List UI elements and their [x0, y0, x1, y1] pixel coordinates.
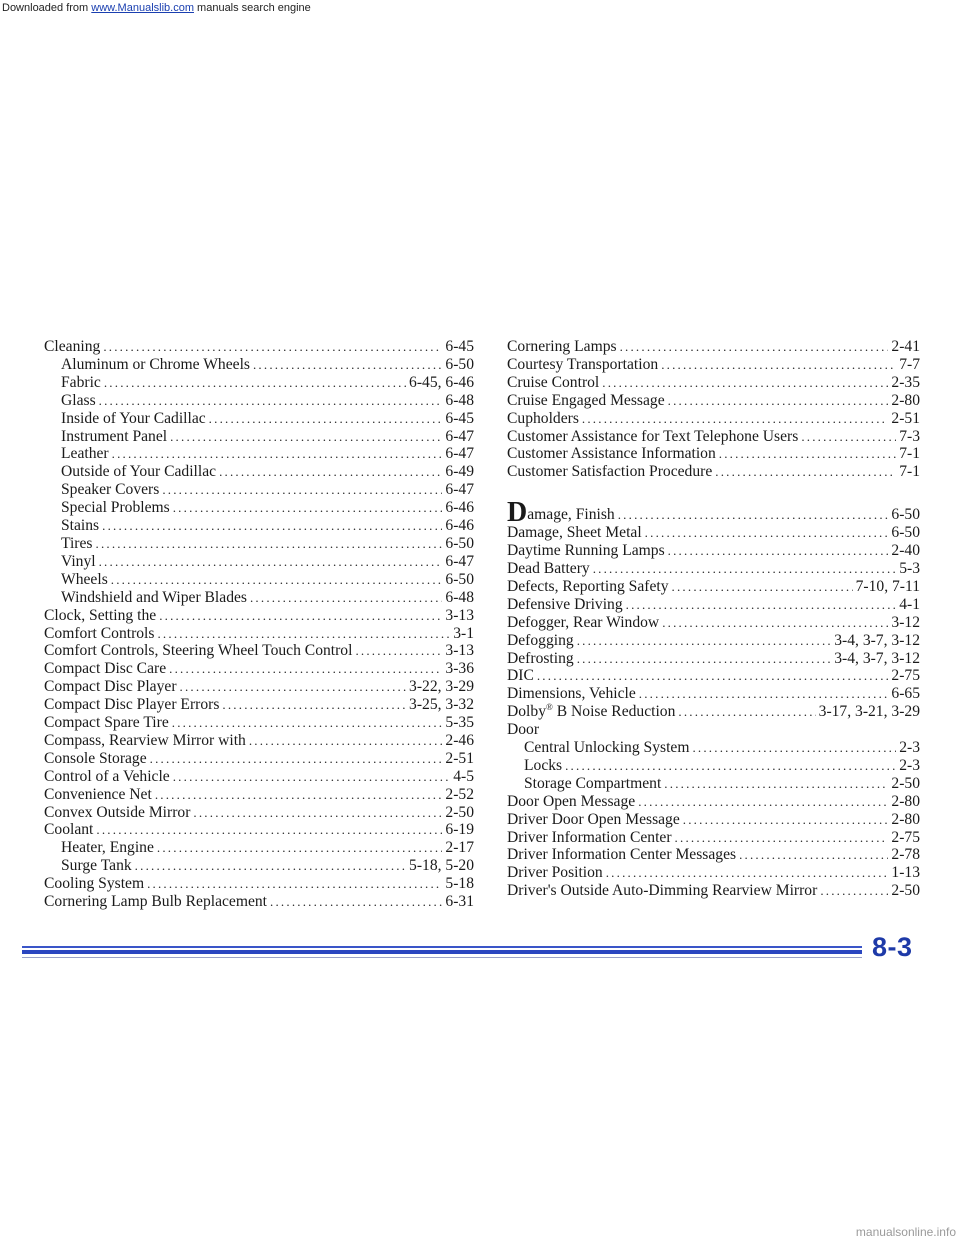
index-term: Special Problems	[61, 499, 170, 517]
index-entry	[507, 882, 920, 900]
index-pages: 6-45, 6-46	[409, 373, 474, 391]
index-pages: 6-49	[445, 463, 474, 481]
dot-leader	[662, 614, 888, 632]
dot-leader	[250, 589, 442, 607]
banner-suffix: manuals search engine	[197, 2, 311, 14]
dot-leader	[683, 811, 889, 829]
index-pages: 5-3	[899, 559, 920, 577]
index-entry	[507, 578, 920, 596]
index-entry	[507, 524, 920, 542]
index-pages: 6-47	[445, 427, 474, 445]
index-term: Compact Disc Care	[44, 660, 167, 678]
dot-leader	[155, 786, 443, 804]
index-term: Cornering Lamps	[507, 338, 617, 355]
dot-leader	[173, 499, 443, 517]
index-pages: 6-50	[891, 506, 920, 524]
index-pages: 6-50	[445, 534, 474, 552]
dot-leader	[103, 338, 442, 356]
index-entry	[507, 685, 920, 703]
index-subentry	[44, 481, 474, 499]
index-entry	[507, 596, 920, 614]
index-entry	[507, 463, 920, 481]
index-term: Cupholders	[507, 409, 579, 427]
index-term: Coolant	[44, 821, 94, 839]
dot-leader	[664, 775, 888, 793]
index-entry	[507, 428, 920, 446]
dot-leader	[159, 607, 442, 625]
dot-leader	[249, 732, 443, 750]
index-pages: 2-35	[891, 373, 920, 391]
index-entry	[44, 786, 474, 804]
index-entry	[44, 642, 474, 660]
dot-leader	[253, 356, 442, 374]
index-term: Cruise Control	[507, 373, 600, 391]
index-pages: 2-52	[445, 785, 474, 803]
index-pages: 2-75	[891, 828, 920, 846]
dot-leader	[719, 445, 896, 463]
dot-leader	[668, 542, 889, 560]
dot-leader	[639, 685, 889, 703]
dot-leader	[270, 893, 442, 911]
index-pages: 2-80	[891, 391, 920, 409]
dot-leader	[209, 410, 443, 428]
index-term: Courtesy Transportation	[507, 355, 659, 373]
index-entry	[44, 678, 474, 696]
index-term: Control of a Vehicle	[44, 767, 170, 785]
index-group-d	[507, 524, 920, 703]
index-subentry	[44, 463, 474, 481]
index-pages: 6-46	[445, 517, 474, 535]
index-entry	[44, 893, 474, 911]
index-term: DIC	[507, 667, 534, 685]
dot-leader	[135, 857, 406, 875]
index-entry	[44, 768, 474, 786]
group-gap	[507, 481, 920, 504]
index-entry	[507, 721, 920, 739]
index-pages: 6-47	[445, 481, 474, 499]
dot-leader	[170, 428, 442, 446]
dot-leader	[180, 678, 407, 696]
dot-leader	[602, 374, 888, 392]
drop-initial: D	[507, 497, 528, 529]
index-term: Customer Assistance Information	[507, 445, 716, 463]
index-pages: 3-17, 3-21, 3-29	[818, 703, 920, 721]
index-pages: 2-3	[899, 739, 920, 757]
index-term: Dead Battery	[507, 559, 590, 577]
index-subentry	[44, 410, 474, 428]
index-term: Central Unlocking System	[524, 739, 690, 757]
index-entry	[44, 804, 474, 822]
dot-leader	[626, 596, 897, 614]
dot-leader	[162, 481, 442, 499]
index-entry	[507, 445, 920, 463]
dot-leader	[620, 338, 889, 356]
index-pages: 7-7	[899, 355, 920, 373]
index-entry	[507, 811, 920, 829]
index-pages: 7-1	[899, 463, 920, 481]
index-term: Comfort Controls	[44, 624, 155, 642]
dot-leader	[111, 571, 443, 589]
index-term: Surge Tank	[61, 857, 132, 875]
footer-rule	[22, 946, 862, 960]
index-pages: 3-4, 3-7, 3-12	[834, 631, 920, 649]
index-pages: 2-78	[891, 846, 920, 864]
index-entry	[507, 829, 920, 847]
index-pages: 2-41	[891, 338, 920, 355]
index-term: Defogger, Rear Window	[507, 613, 660, 631]
index-entry	[44, 607, 474, 625]
index-pages: 6-47	[445, 552, 474, 570]
index-term: Dolby® B Noise Reduction	[507, 702, 676, 721]
index-pages: 3-22, 3-29	[409, 678, 474, 696]
index-pages: 6-47	[445, 445, 474, 463]
index-entry	[44, 660, 474, 678]
index-entry	[44, 732, 474, 750]
index-group-door	[507, 721, 920, 900]
index-term: Defects, Reporting Safety	[507, 577, 669, 595]
index-entry	[507, 793, 920, 811]
index-term: Console Storage	[44, 749, 147, 767]
index-entry	[44, 696, 474, 714]
index-entry	[507, 864, 920, 882]
index-pages: 2-80	[891, 792, 920, 810]
index-term: Stains	[61, 517, 100, 535]
index-entry	[507, 374, 920, 392]
dot-leader	[668, 392, 889, 410]
index-term: Driver Information Center Messages	[507, 846, 737, 864]
index-subentry	[507, 775, 920, 793]
index-pages: 7-10, 7-11	[855, 577, 920, 595]
dot-leader	[715, 463, 896, 481]
index-entry	[507, 650, 920, 668]
index-entry	[507, 846, 920, 864]
index-pages: 6-45	[445, 409, 474, 427]
index-pages: 7-1	[899, 445, 920, 463]
index-subentry	[44, 535, 474, 553]
index-entry	[44, 875, 474, 893]
banner-prefix: Downloaded from	[2, 2, 89, 14]
dot-leader	[645, 524, 889, 542]
index-term: Outside of Your Cadillac	[61, 463, 217, 481]
index-subentry	[44, 589, 474, 607]
index-pages: 6-45	[445, 338, 474, 355]
index-entry	[44, 750, 474, 768]
index-term: Tires	[61, 534, 93, 552]
manualslib-link[interactable]: www.Manualslib.com	[91, 2, 194, 14]
dot-leader	[618, 506, 889, 524]
dot-leader	[577, 632, 832, 650]
index-term: Compass, Rearview Mirror with	[44, 731, 246, 749]
dot-leader	[157, 625, 450, 643]
index-entry	[507, 356, 920, 374]
dot-leader	[169, 660, 442, 678]
index-term: Customer Satisfaction Procedure	[507, 463, 713, 481]
dot-leader	[582, 410, 889, 428]
dot-leader	[692, 739, 896, 757]
index-pages: 6-48	[445, 588, 474, 606]
index-term: Speaker Covers	[61, 481, 160, 499]
index-pages: 3-13	[445, 642, 474, 660]
index-pages: 4-1	[899, 595, 920, 613]
dot-leader	[219, 463, 442, 481]
index-entry	[507, 632, 920, 650]
index-subentry	[44, 374, 474, 392]
index-term: Door Open Message	[507, 792, 636, 810]
index-pages: 6-50	[445, 355, 474, 373]
index-term: Cruise Engaged Message	[507, 391, 665, 409]
index-pages: 5-18, 5-20	[409, 857, 474, 875]
index-term: Dimensions, Vehicle	[507, 685, 636, 703]
index-term: Locks	[524, 756, 563, 774]
index-pages: 2-46	[445, 731, 474, 749]
index-pages: 2-80	[891, 810, 920, 828]
index-pages: 6-50	[445, 570, 474, 588]
index-term: Vinyl	[61, 552, 96, 570]
dot-leader	[172, 714, 443, 732]
dot-leader	[739, 846, 888, 864]
index-term: Instrument Panel	[61, 427, 168, 445]
index-term: Inside of Your Cadillac	[61, 409, 206, 427]
index-term: Storage Compartment	[524, 774, 662, 792]
index-subentry	[44, 428, 474, 446]
footer-watermark: manualsonline.info	[855, 1225, 956, 1239]
index-pages: 2-51	[891, 409, 920, 427]
index-term: Comfort Controls, Steering Wheel Touch Control	[44, 642, 353, 660]
index-term: Convenience Net	[44, 785, 152, 803]
dot-leader	[672, 578, 853, 596]
dot-leader	[157, 839, 443, 857]
dot-leader	[99, 553, 443, 571]
index-subentry	[44, 553, 474, 571]
index-term: Damage, Finish	[507, 497, 615, 529]
index-entry	[507, 614, 920, 632]
index-term: Compact Spare Tire	[44, 714, 169, 732]
dot-leader	[102, 517, 442, 535]
download-banner	[0, 0, 960, 16]
index-term: Driver's Outside Auto-Dimming Rearview Mirror	[507, 882, 818, 900]
index-pages: 6-50	[891, 524, 920, 542]
index-pages: 3-1	[453, 624, 474, 642]
index-entry	[507, 560, 920, 578]
index-term: Compact Disc Player	[44, 678, 177, 696]
dot-leader	[801, 428, 896, 446]
index-entry	[507, 410, 920, 428]
index-term: Daytime Running Lamps	[507, 542, 665, 560]
index-entry	[507, 497, 920, 529]
rule-line-thin	[22, 946, 862, 948]
index-entry	[507, 703, 920, 721]
dot-leader	[96, 821, 442, 839]
index-column-left	[44, 338, 474, 911]
dot-leader	[678, 703, 815, 721]
dot-leader	[537, 667, 889, 685]
index-pages: 2-50	[891, 774, 920, 792]
index-term: Compact Disc Player Errors	[44, 696, 220, 714]
index-column-right	[507, 338, 920, 900]
index-entry	[507, 667, 920, 685]
dot-leader	[675, 829, 889, 847]
dot-leader	[565, 757, 896, 775]
index-term: Door	[507, 721, 540, 739]
index-pages: 3-4, 3-7, 3-12	[834, 649, 920, 667]
index-subentry	[44, 571, 474, 589]
index-pages: 4-5	[453, 767, 474, 785]
index-pages: 2-17	[445, 839, 474, 857]
index-pages: 1-13	[891, 864, 920, 882]
dot-leader	[577, 650, 832, 668]
index-pages: 3-36	[445, 660, 474, 678]
dot-leader	[355, 642, 442, 660]
index-term: Driver Information Center	[507, 828, 672, 846]
index-term: Cornering Lamp Bulb Replacement	[44, 893, 268, 911]
index-subentry	[44, 839, 474, 857]
index-entry	[507, 542, 920, 560]
dot-leader	[96, 535, 443, 553]
index-pages: 2-3	[899, 756, 920, 774]
dot-leader	[222, 696, 406, 714]
rule-line-thick	[22, 950, 862, 954]
index-subentry	[44, 392, 474, 410]
index-term: Damage, Sheet Metal	[507, 524, 642, 542]
index-entry	[507, 392, 920, 410]
index-term: Fabric	[61, 373, 101, 391]
index-term: Convex Outside Mirror	[44, 803, 191, 821]
index-pages: 5-18	[445, 875, 474, 893]
index-pages: 3-25, 3-32	[409, 696, 474, 714]
index-entry	[44, 625, 474, 643]
index-pages: 2-75	[891, 667, 920, 685]
index-term: Defogging	[507, 631, 574, 649]
index-term: Wheels	[61, 570, 108, 588]
dot-leader	[104, 374, 406, 392]
index-pages: 2-50	[445, 803, 474, 821]
index-pages: 6-31	[445, 893, 474, 911]
index-term: Leather	[61, 445, 109, 463]
rule-line-gray	[22, 957, 862, 958]
dot-leader	[147, 875, 442, 893]
index-pages: 2-50	[891, 882, 920, 900]
index-pages: 3-12	[891, 613, 920, 631]
index-term: Cooling System	[44, 875, 145, 893]
index-subentry	[44, 356, 474, 374]
index-term: Driver Door Open Message	[507, 810, 680, 828]
index-subentry	[44, 517, 474, 535]
dot-leader	[193, 804, 442, 822]
dot-leader	[150, 750, 443, 768]
index-entry	[44, 338, 474, 356]
index-term: Aluminum or Chrome Wheels	[61, 355, 250, 373]
index-term: Driver Position	[507, 864, 603, 882]
index-term: Cleaning	[44, 338, 101, 355]
index-group-c	[507, 338, 920, 481]
index-pages: 6-65	[891, 685, 920, 703]
index-subentry	[44, 499, 474, 517]
index-entry	[507, 338, 920, 356]
index-term: Customer Assistance for Text Telephone Users	[507, 427, 799, 445]
index-pages: 6-48	[445, 391, 474, 409]
index-subentry	[44, 857, 474, 875]
index-pages: 6-46	[445, 499, 474, 517]
index-pages: 2-40	[891, 542, 920, 560]
dot-leader	[112, 445, 443, 463]
index-pages: 3-13	[445, 606, 474, 624]
index-subentry	[507, 739, 920, 757]
dot-leader	[99, 392, 443, 410]
dot-leader	[593, 560, 897, 578]
index-term: Glass	[61, 391, 96, 409]
dot-leader	[606, 864, 889, 882]
index-pages: 5-35	[445, 714, 474, 732]
dot-leader	[173, 768, 450, 786]
index-term: Heater, Engine	[61, 839, 154, 857]
registered-mark: ®	[545, 702, 553, 713]
index-term: Clock, Setting the	[44, 606, 157, 624]
index-term: Defensive Driving	[507, 595, 623, 613]
index-pages: 6-19	[445, 821, 474, 839]
index-term: Defrosting	[507, 649, 574, 667]
index-subentry	[44, 445, 474, 463]
dot-leader	[661, 356, 896, 374]
dot-leader	[820, 882, 888, 900]
index-pages: 7-3	[899, 427, 920, 445]
page-number: 8-3	[872, 932, 913, 962]
index-subentry	[507, 757, 920, 775]
index-pages: 2-51	[445, 749, 474, 767]
dot-leader	[638, 793, 888, 811]
index-entry	[44, 821, 474, 839]
index-entry	[44, 714, 474, 732]
index-term: Windshield and Wiper Blades	[61, 588, 247, 606]
